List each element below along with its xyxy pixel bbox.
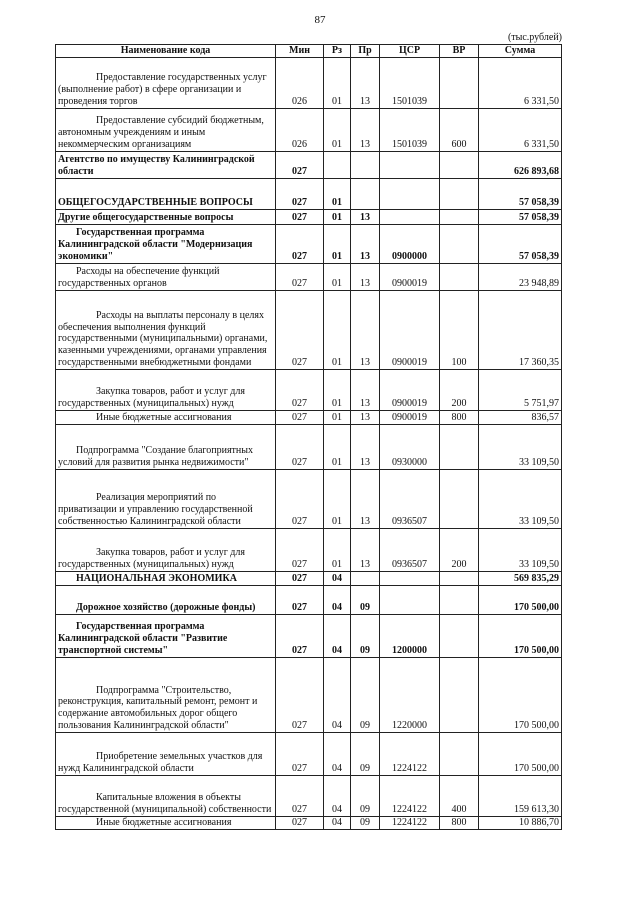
row-rz-cell: 04	[324, 614, 351, 657]
row-name-cell	[56, 732, 276, 775]
header-name: Наименование кода	[56, 45, 276, 58]
row-vr-cell: 200	[440, 528, 479, 571]
row-name-cell	[56, 816, 276, 829]
row-sum-cell: 626 893,68	[479, 151, 562, 178]
row-name-cell	[56, 614, 276, 657]
table-row	[56, 263, 562, 290]
table-row	[56, 224, 562, 263]
row-vr-cell: 800	[440, 816, 479, 829]
row-vr-cell	[440, 224, 479, 263]
row-vr-cell	[440, 469, 479, 528]
row-name-text: Дорожное хозяйство (дорожные фонды)	[76, 602, 256, 613]
row-sum-cell: 33 109,50	[479, 424, 562, 469]
row-vr-cell: 800	[440, 410, 479, 424]
row-name-cell	[56, 369, 276, 410]
row-name-text: Капитальные вложения в объекты государственной (муниципальной) собственности	[58, 792, 272, 815]
row-pr-cell	[351, 178, 380, 209]
header-vr: ВР	[440, 45, 479, 58]
row-rz-cell: 04	[324, 816, 351, 829]
row-min-cell: 027	[276, 410, 324, 424]
table-row	[56, 528, 562, 571]
row-name-text: ОБЩЕГОСУДАРСТВЕННЫЕ ВОПРОСЫ	[58, 197, 253, 208]
row-name-text: Подпрограмма "Создание благоприятных условий для развития рынка недвижимости"	[58, 445, 253, 468]
row-min-cell: 026	[276, 108, 324, 151]
row-min-cell: 027	[276, 369, 324, 410]
row-name-cell	[56, 469, 276, 528]
row-name-cell	[56, 571, 276, 585]
row-rz-cell: 01	[324, 424, 351, 469]
row-sum-cell: 57 058,39	[479, 178, 562, 209]
row-csr-cell: 0936507	[380, 469, 440, 528]
row-pr-cell: 09	[351, 816, 380, 829]
row-csr-cell: 1501039	[380, 57, 440, 108]
row-name-text: НАЦИОНАЛЬНАЯ ЭКОНОМИКА	[76, 573, 237, 584]
row-name-text: Расходы на обеспечение функций государственных органов	[58, 266, 220, 289]
row-csr-cell: 1224122	[380, 816, 440, 829]
row-name-cell	[56, 263, 276, 290]
header-csr: ЦСР	[380, 45, 440, 58]
row-csr-cell	[380, 151, 440, 178]
row-rz-cell: 04	[324, 732, 351, 775]
row-csr-cell: 0900019	[380, 290, 440, 369]
row-vr-cell: 200	[440, 369, 479, 410]
row-pr-cell: 09	[351, 614, 380, 657]
table-row	[56, 369, 562, 410]
row-rz-cell: 04	[324, 657, 351, 732]
row-csr-cell: 1200000	[380, 614, 440, 657]
row-csr-cell	[380, 178, 440, 209]
row-csr-cell: 0936507	[380, 528, 440, 571]
row-sum-cell: 6 331,50	[479, 57, 562, 108]
row-csr-cell	[380, 585, 440, 614]
row-name-text: Государственная программа Калининградской области "Модернизация экономики"	[58, 227, 253, 262]
row-vr-cell	[440, 151, 479, 178]
row-vr-cell: 400	[440, 775, 479, 816]
table-row	[56, 775, 562, 816]
row-csr-cell	[380, 209, 440, 224]
row-name-text: Предоставление субсидий бюджетным, автономным учреждениям и иным некоммерческим организациям	[58, 115, 264, 150]
header-pr: Пр	[351, 45, 380, 58]
row-min-cell: 027	[276, 816, 324, 829]
row-csr-cell: 1220000	[380, 657, 440, 732]
row-min-cell: 027	[276, 571, 324, 585]
row-name-cell	[56, 528, 276, 571]
row-sum-cell: 159 613,30	[479, 775, 562, 816]
row-name-text: Агентство по имуществу Калининградской области	[58, 154, 255, 177]
row-name-cell	[56, 410, 276, 424]
row-vr-cell	[440, 209, 479, 224]
row-sum-cell: 10 886,70	[479, 816, 562, 829]
row-rz-cell: 01	[324, 410, 351, 424]
row-csr-cell: 0900000	[380, 224, 440, 263]
budget-table	[55, 44, 562, 830]
page-number: 87	[314, 14, 326, 26]
row-sum-cell: 170 500,00	[479, 732, 562, 775]
row-name-text: Подпрограмма "Строительство, реконструкция, капитальный ремонт, ремонт и содержание автомобильных дорог общего пользования Калининградской области"	[58, 684, 258, 731]
row-csr-cell: 1501039	[380, 108, 440, 151]
row-min-cell: 027	[276, 151, 324, 178]
row-vr-cell	[440, 263, 479, 290]
row-name-cell	[56, 424, 276, 469]
row-pr-cell: 09	[351, 657, 380, 732]
row-name-text: Расходы на выплаты персоналу в целях обеспечения выполнения функций государственными (муниципальными) органами, казенными учреждениями, органами управления государственными внебюджетными фондами	[58, 309, 268, 368]
row-name-text: Иные бюджетные ассигнования	[96, 817, 232, 828]
row-vr-cell	[440, 57, 479, 108]
row-pr-cell: 13	[351, 469, 380, 528]
row-sum-cell: 33 109,50	[479, 469, 562, 528]
row-min-cell: 027	[276, 263, 324, 290]
row-sum-cell: 57 058,39	[479, 224, 562, 263]
row-min-cell: 027	[276, 732, 324, 775]
row-vr-cell: 600	[440, 108, 479, 151]
row-rz-cell: 04	[324, 585, 351, 614]
row-pr-cell: 13	[351, 224, 380, 263]
row-sum-cell: 170 500,00	[479, 657, 562, 732]
row-csr-cell: 0930000	[380, 424, 440, 469]
row-name-text: Реализация мероприятий по приватизации и управлению государственной собственностью Калининградской области	[58, 492, 253, 527]
table-row	[56, 178, 562, 209]
row-min-cell: 027	[276, 657, 324, 732]
row-sum-cell: 170 500,00	[479, 614, 562, 657]
row-vr-cell	[440, 424, 479, 469]
table-row	[56, 410, 562, 424]
row-name-text: Иные бюджетные ассигнования	[96, 412, 232, 423]
row-name-cell	[56, 224, 276, 263]
table-row	[56, 57, 562, 108]
row-pr-cell: 13	[351, 424, 380, 469]
row-vr-cell	[440, 571, 479, 585]
row-vr-cell	[440, 585, 479, 614]
row-min-cell: 027	[276, 178, 324, 209]
row-rz-cell: 04	[324, 571, 351, 585]
row-rz-cell: 01	[324, 209, 351, 224]
row-min-cell: 027	[276, 585, 324, 614]
row-min-cell: 027	[276, 469, 324, 528]
row-min-cell: 027	[276, 290, 324, 369]
row-name-cell	[56, 57, 276, 108]
row-sum-cell: 57 058,39	[479, 209, 562, 224]
table-row	[56, 816, 562, 829]
table-row	[56, 614, 562, 657]
row-name-cell	[56, 151, 276, 178]
table-row	[56, 108, 562, 151]
row-min-cell: 026	[276, 57, 324, 108]
row-vr-cell	[440, 657, 479, 732]
row-pr-cell: 13	[351, 290, 380, 369]
row-vr-cell	[440, 614, 479, 657]
table-row	[56, 209, 562, 224]
row-rz-cell: 01	[324, 178, 351, 209]
row-name-text: Приобретение земельных участков для нужд Калининградской области	[58, 751, 263, 774]
row-min-cell: 027	[276, 614, 324, 657]
row-pr-cell	[351, 571, 380, 585]
row-name-text: Закупка товаров, работ и услуг для государственных (муниципальных) нужд	[58, 386, 245, 409]
table-row	[56, 290, 562, 369]
units-label: (тыс.рублей)	[507, 32, 562, 43]
row-rz-cell: 01	[324, 57, 351, 108]
row-pr-cell: 09	[351, 732, 380, 775]
row-name-cell	[56, 178, 276, 209]
row-vr-cell	[440, 178, 479, 209]
table-row	[56, 571, 562, 585]
row-pr-cell: 13	[351, 263, 380, 290]
row-rz-cell: 01	[324, 263, 351, 290]
row-rz-cell: 01	[324, 224, 351, 263]
table-row	[56, 657, 562, 732]
row-vr-cell: 100	[440, 290, 479, 369]
row-rz-cell: 01	[324, 290, 351, 369]
row-sum-cell: 569 835,29	[479, 571, 562, 585]
row-sum-cell: 33 109,50	[479, 528, 562, 571]
row-rz-cell: 04	[324, 775, 351, 816]
row-sum-cell: 836,57	[479, 410, 562, 424]
table-header-row	[56, 45, 562, 58]
row-pr-cell: 13	[351, 108, 380, 151]
row-sum-cell: 17 360,35	[479, 290, 562, 369]
row-name-cell	[56, 108, 276, 151]
row-csr-cell: 0900019	[380, 410, 440, 424]
row-rz-cell	[324, 151, 351, 178]
row-csr-cell: 1224122	[380, 732, 440, 775]
row-rz-cell: 01	[324, 369, 351, 410]
row-pr-cell: 13	[351, 57, 380, 108]
header-min: Мин	[276, 45, 324, 58]
row-sum-cell: 23 948,89	[479, 263, 562, 290]
row-name-cell	[56, 585, 276, 614]
row-csr-cell: 0900019	[380, 369, 440, 410]
row-sum-cell: 170 500,00	[479, 585, 562, 614]
row-pr-cell: 13	[351, 410, 380, 424]
row-name-cell	[56, 209, 276, 224]
row-min-cell: 027	[276, 775, 324, 816]
row-min-cell: 027	[276, 424, 324, 469]
row-name-text: Государственная программа Калининградской области "Развитие транспортной системы"	[58, 621, 228, 656]
row-pr-cell: 13	[351, 369, 380, 410]
row-name-text: Другие общегосударственные вопросы	[58, 212, 234, 223]
row-pr-cell: 09	[351, 775, 380, 816]
table-row	[56, 585, 562, 614]
row-vr-cell	[440, 732, 479, 775]
header-rz: Рз	[324, 45, 351, 58]
table-row	[56, 469, 562, 528]
row-name-cell	[56, 290, 276, 369]
row-name-cell	[56, 657, 276, 732]
table-row	[56, 151, 562, 178]
row-name-text: Предоставление государственных услуг (выполнение работ) в сфере организации и проведения торгов	[58, 72, 267, 107]
row-name-cell	[56, 775, 276, 816]
row-pr-cell: 13	[351, 528, 380, 571]
table-row	[56, 424, 562, 469]
row-pr-cell: 13	[351, 209, 380, 224]
row-rz-cell: 01	[324, 528, 351, 571]
header-sum: Сумма	[479, 45, 562, 58]
row-pr-cell: 09	[351, 585, 380, 614]
row-rz-cell: 01	[324, 108, 351, 151]
row-sum-cell: 5 751,97	[479, 369, 562, 410]
row-pr-cell	[351, 151, 380, 178]
row-csr-cell: 1224122	[380, 775, 440, 816]
row-csr-cell: 0900019	[380, 263, 440, 290]
row-min-cell: 027	[276, 528, 324, 571]
row-min-cell: 027	[276, 209, 324, 224]
row-min-cell: 027	[276, 224, 324, 263]
table-row	[56, 732, 562, 775]
row-sum-cell: 6 331,50	[479, 108, 562, 151]
row-rz-cell: 01	[324, 469, 351, 528]
row-name-text: Закупка товаров, работ и услуг для государственных (муниципальных) нужд	[58, 547, 245, 570]
row-csr-cell	[380, 571, 440, 585]
